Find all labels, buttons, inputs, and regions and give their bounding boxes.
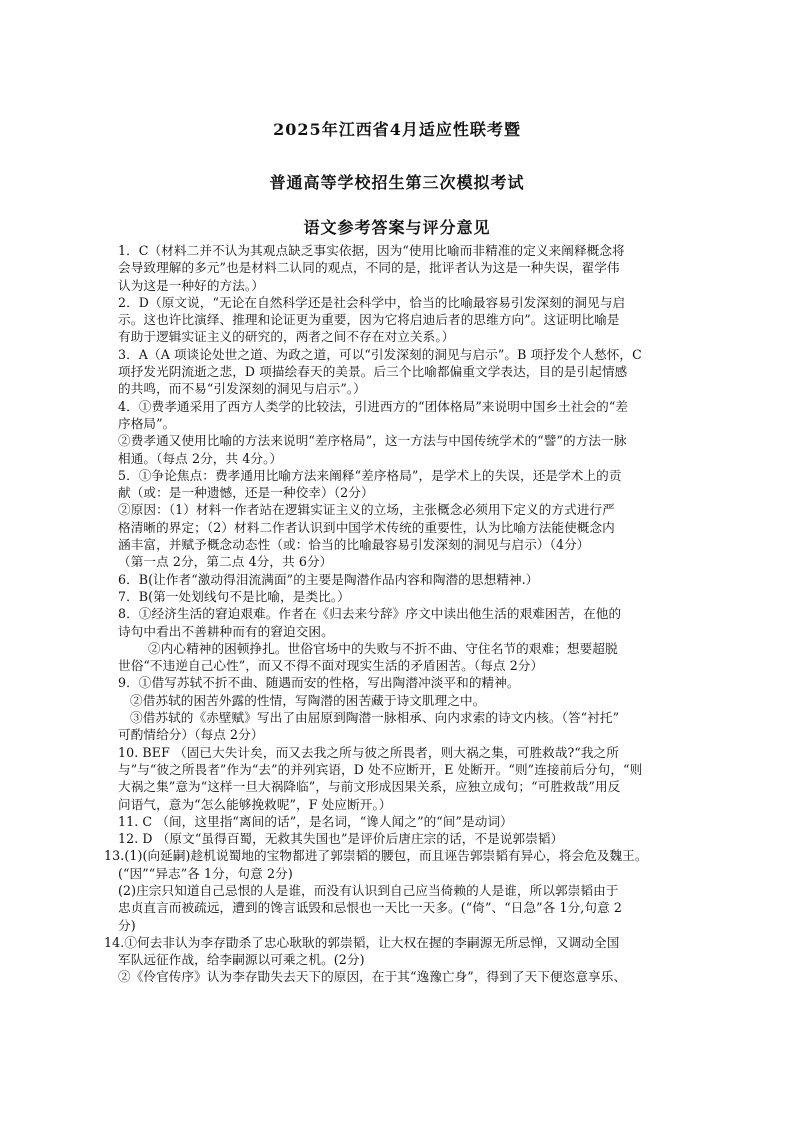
answer-line: 2．D（原文说，“无论在自然科学还是社会科学中，恰当的比喻最容易引发深刻的洞见与启 [118, 294, 626, 310]
answer-line: 14.①何去非认为李存勖杀了忠心耿耿的郭崇韬，让大权在握的李嗣源无所忌惮，又调动全国 [104, 934, 620, 950]
answer-line: 可酌情给分）（每点 2分） [118, 727, 264, 743]
answer-item-3 [118, 346, 678, 398]
answer-item-6 [118, 571, 678, 588]
answer-item-9 [118, 674, 678, 743]
answer-line: 4．①费孝通采用了西方人类学的比较法，引进西方的“团体格局”来说明中国乡土社会的“差 [118, 398, 629, 414]
answer-line: 5．①争论焦点：费孝通用比喻方法来阐释“差序格局”，是学术上的失误，还是学术上的贡 [118, 467, 622, 483]
answer-item-14 [104, 934, 678, 986]
answer-line: 8．①经济生活的窘迫艰难。作者在《归去来兮辞》序文中读出他生活的艰难困苦，在他的 [118, 606, 622, 622]
answer-line: ③借苏轼的《赤壁赋》写出了由屈原到陶潜一脉相承、向内求索的诗文内核。（答“衬托” [130, 710, 620, 726]
exam-title-line3: 语文参考答案与评分意见 [303, 218, 491, 237]
answer-line: (2)庄宗只知道自己忌恨的人是谁，而没有认识到自己应当倚赖的人是谁，所以郭崇韬由于 [118, 882, 619, 898]
answer-line: 项抒发光阴流逝之悲，D 项描绘春天的美景。后三个比喻都偏重文学表达，目的是引起情感 [118, 364, 628, 380]
exam-title-line1: 2025年江西省4月适应性联考暨 [273, 120, 521, 139]
exam-title-line2: 普通高等学校招生第三次模拟考试 [269, 173, 525, 192]
answer-item-10 [118, 744, 678, 813]
answer-line: 11. C （间，这里指“离间的话”，是名词，“谗人闻之”的“间”是动词） [118, 813, 513, 829]
answer-item-7 [118, 588, 678, 605]
answer-item-13 [104, 847, 678, 933]
answer-line: 军队远征作战，给李嗣源以可乘之机。(2分) [118, 952, 365, 968]
answer-line: 与”与“彼之所畏者”作为“去”的并列宾语，D 处不应断开，E 处断开。“则”连接前后分句，“则 [118, 761, 643, 777]
answer-item-4 [118, 398, 678, 467]
answer-line: 会导致理解的多元”也是材料二认同的观点，不同的是，批评者认为这是一种失误，翟学伟 [118, 260, 620, 276]
answer-item-5 [118, 467, 678, 571]
answer-line: 6．B(让作者“激动得泪流满面”的主要是陶潜作品内容和陶潜的思想精神.） [118, 571, 539, 587]
answer-line: 相通。（每点 2分，共 4分。） [118, 450, 283, 466]
answer-line: 分) [118, 917, 136, 933]
answer-line: 示。这也许比演绎、推理和论证更为重要，因为它将启迪后者的思维方向”。这证明比喻是 [118, 312, 620, 328]
answer-item-2 [118, 294, 678, 346]
answer-line: (“因”“异志”各 1分，句意 2分) [118, 865, 293, 881]
answer-line: 问语气，意为“怎么能够挽救呢”，F 处应断开。） [118, 796, 392, 812]
answer-line: 9．①借写苏轼不折不曲、随遇而安的性格，写出陶潜冲淡平和的精神。 [118, 675, 520, 691]
answer-line: 1．C（材料二并不认为其观点缺乏事实依据，因为“使用比喻而非精准的定义来阐释概念将 [118, 243, 625, 258]
answer-line: 格清晰的界定；（2）材料二作者认识到中国学术传统的重要性，认为比喻方法能使概念内 [118, 519, 615, 535]
answer-line: 的共鸣，而不易“引发深刻的洞见与启示”。） [118, 381, 366, 397]
answer-line: 12. D （原文“虽得百蜀，无救其失国也”是评价后唐庄宗的话，不是说郭崇韬） [118, 831, 564, 847]
answer-line: 7．B(第一处划线句不是比喻，是类比。） [118, 588, 350, 604]
answer-line: 序格局”。 [118, 415, 176, 431]
answer-line: 大祸之集”意为“这样一旦大祸降临”，与前文形成因果关系，应独立成句；“可胜救哉”用反 [118, 779, 621, 795]
answer-line: ②《伶官传序》认为李存勖失去天下的原因，在于其“逸豫亡身”，得到了天下便恣意享乐、 [118, 969, 627, 985]
answer-item-11 [118, 813, 678, 830]
answer-line: 3．A（A 项谈论处世之道、为政之道，可以“引发深刻的洞见与启示”。B 项抒发个人愁怀，C [118, 346, 642, 362]
answer-line: ②费孝通又使用比喻的方法来说明“差序格局”，这一方法与中国传统学术的“譬”的方法一脉 [118, 433, 627, 449]
answer-line: 有助于逻辑实证主义的研究的，两者之间不存在对立关系。） [118, 329, 455, 345]
answer-item-12 [118, 830, 678, 847]
answer-line: 诗句中看出不善耕种而有的窘迫交困。 [118, 623, 334, 639]
answer-line: 认为这是一种好的方法。） [118, 277, 265, 293]
answer-line: 10. BEF （固已大失计矣，而又去我之所与彼之所畏者，则大祸之集，可胜救哉?“我之所 [118, 744, 619, 760]
answer-line: 涵丰富，并赋予概念动态性（或：恰当的比喻最容易引发深刻的洞见与启示）（4分） [118, 537, 590, 553]
answer-item-1 [118, 242, 678, 294]
answer-line: 13.(1)(向延嗣)趁机说蜀地的宝物都进了郭崇韬的腰包，而且诬告郭崇韬有异心，将会危及魏王。 [104, 848, 648, 864]
answer-list [104, 242, 678, 986]
answer-line: （第一点 2分，第二点 4分，共 6分） [118, 554, 333, 570]
answer-line: 世俗“不违逆自己心性”，而又不得不面对现实生活的矛盾困苦。（每点 2分） [118, 658, 544, 674]
answer-item-8 [118, 605, 678, 674]
answer-line: ②借苏轼的困苦外露的性情，写陶潜的困苦藏于诗文肌理之中。 [130, 692, 486, 708]
answer-line: ②原因：（1）材料一作者站在逻辑实证主义的立场，主张概念必须用下定义的方式进行严 [118, 502, 615, 518]
answer-line: 忠贞直言而被疏远，遭到的馋言诋毁和忌恨也一天比一天多。(“倚”、“日急”各 1分,句意 2 [118, 900, 622, 916]
answer-line: 献（或：是一种遗憾，还是一种佼幸）（2分） [118, 485, 374, 501]
answer-line: ②内心精神的困顿挣扎。世俗官场中的失败与不折不曲、守住名节的艰难；想要超脱 [148, 640, 618, 656]
